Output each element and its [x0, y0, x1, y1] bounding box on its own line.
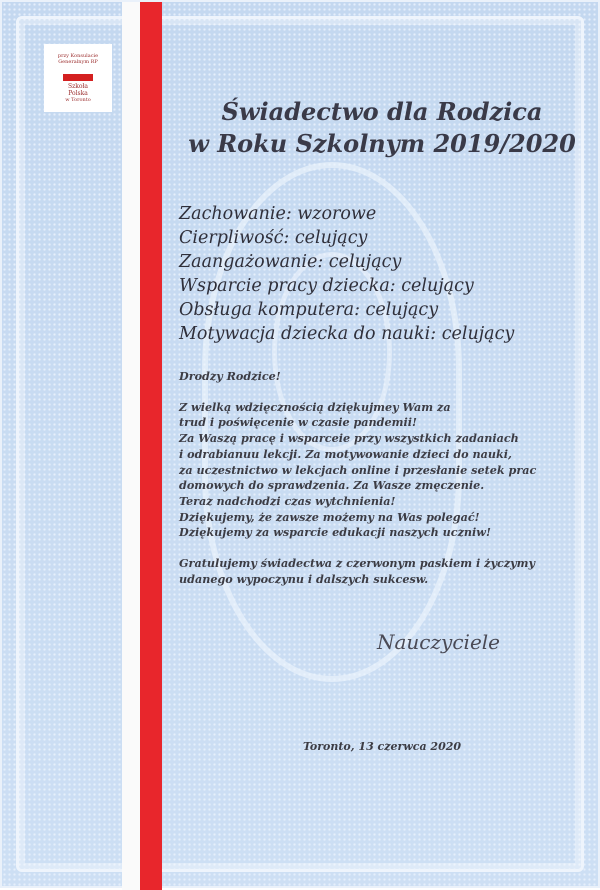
letter-line: za uczestnictwo w lekcjach online i przesłanie setek prac [179, 462, 537, 477]
grade-item: Zachowanie: wzorowe [179, 204, 377, 224]
logo-name: Szkoła [67, 83, 89, 90]
letter-line: Dziękujemy, że zawsze możemy na Was polegać! [179, 509, 480, 524]
letter-body [179, 369, 536, 587]
flag-icon [63, 67, 93, 81]
logo-city: w Toronto [65, 97, 91, 103]
date-line: Toronto, 13 czerwca 2020 [302, 740, 462, 753]
grade-item: Zaangażowanie: celujący [179, 252, 402, 272]
letter-line: Teraz nadchodzi czas wytchnienia! [179, 493, 396, 508]
letter-line: Za Waszą pracę i wsparceie przy wszystkich zadaniach [179, 431, 519, 446]
title-line-1: Świadectwo dla Rodzica [221, 97, 543, 126]
letter-line: Gratulujemy świadectwa z czerwonym paskiem i życzymy [179, 556, 536, 571]
title-line-2: w Roku Szkolnym 2019/2020 [188, 129, 576, 158]
grades-list [179, 202, 514, 346]
signature: Nauczyciele [377, 630, 501, 654]
logo-name-2: Polska [68, 90, 88, 97]
grade-item: Motywacja dziecka do nauki: celujący [179, 324, 515, 344]
letter-line: i odrabianuu lekcji. Za motywowanie dzieci do nauki, [179, 446, 512, 461]
greeting: Drodzy Rodzice! [179, 369, 281, 383]
grade-item: Obsługa komputera: celujący [179, 300, 439, 320]
letter-line: domowych do sprawdzenia. Za Wasze zmęczenie. [179, 478, 485, 493]
grade-item: Wsparcie pracy dziecka: celujący [179, 276, 474, 296]
letter-line: trud i poświęcenie w czasie pandemii! [179, 415, 417, 430]
logo-arc-text: przy Konsulacie Generalnym RP [57, 53, 99, 65]
school-logo [44, 44, 112, 112]
letter-line: Z wielką wdzięcznością dziękujmey Wam za [179, 399, 451, 414]
letter-line: udanego wypoczynu i dalszych sukcesw. [179, 571, 429, 586]
grade-item: Cierpliwość: celujący [179, 228, 368, 248]
letter-line: Dziękujemy za wsparcie edukacji naszych uczniw! [179, 525, 491, 540]
flag-ribbon [122, 2, 162, 890]
